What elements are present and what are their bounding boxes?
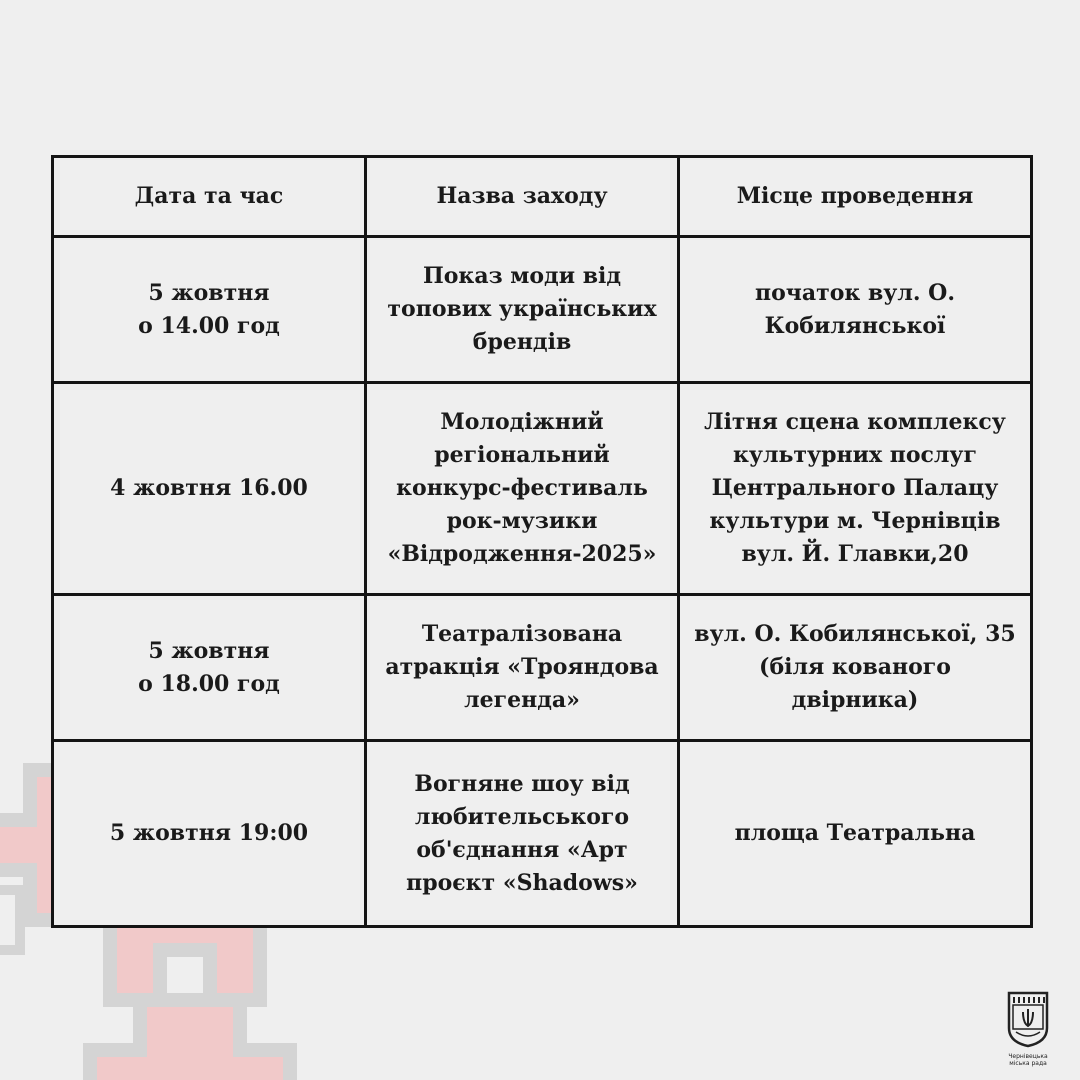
- table-row: [53, 237, 1032, 383]
- events-schedule-table: [51, 155, 1033, 928]
- event-date: 5 жовтня о 14.00 год: [53, 237, 366, 383]
- table-row: [53, 595, 1032, 741]
- event-date: 5 жовтня о 18.00 год: [53, 595, 366, 741]
- header-venue: Місце проведення: [679, 157, 1032, 237]
- event-name: Театралізована атракція «Трояндова легенда»: [366, 595, 679, 741]
- event-place: початок вул. О. Кобилянської: [679, 237, 1032, 383]
- header-date-time: Дата та час: [53, 157, 366, 237]
- table-row: [53, 383, 1032, 595]
- event-date: 5 жовтня 19:00: [53, 741, 366, 927]
- event-place: вул. О. Кобилянської, 35 (біля кованого двірника): [679, 595, 1032, 741]
- event-name: Показ моди від топових українських брендів: [366, 237, 679, 383]
- table-header-row: [53, 157, 1032, 237]
- event-place: площа Театральна: [679, 741, 1032, 927]
- table-row: [53, 741, 1032, 927]
- event-place: Літня сцена комплексу культурних послуг Центрального Палацу культури м. Чернівців вул. Й. Главки,20: [679, 383, 1032, 595]
- event-name: Вогняне шоу від любительського об'єднання «Арт проєкт «Shadows»: [366, 741, 679, 927]
- city-coat-of-arms-icon: [1006, 990, 1050, 1048]
- header-event-name: Назва заходу: [366, 157, 679, 237]
- logo-caption: Чернівецька міська рада: [1008, 1053, 1048, 1067]
- city-council-logo: [1000, 990, 1056, 1070]
- event-name: Молодіжний регіональний конкурс-фестиваль рок-музики «Відродження-2025»: [366, 383, 679, 595]
- event-date: 4 жовтня 16.00: [53, 383, 366, 595]
